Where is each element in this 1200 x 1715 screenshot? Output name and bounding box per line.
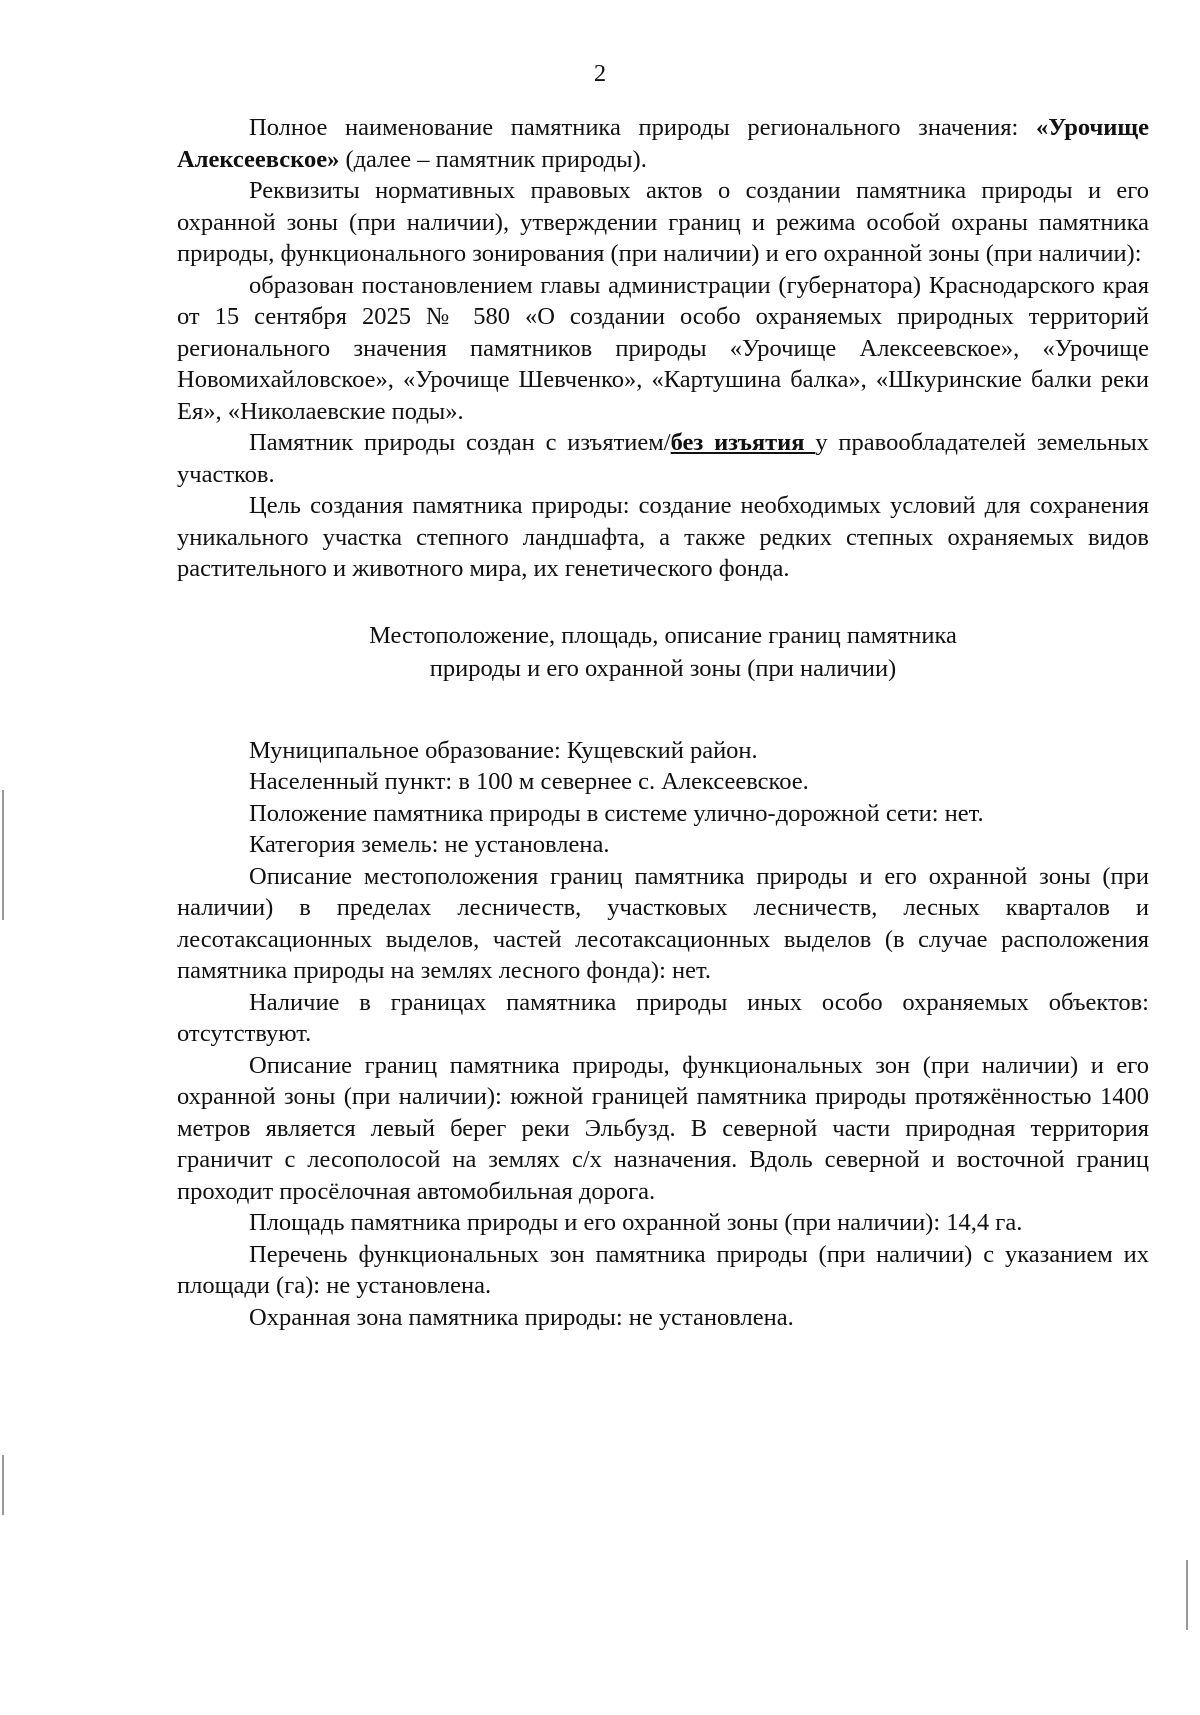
established-paragraph: образован постановлением главы администрации (губернатора) Краснодарского края от 15 сентября 2025 № 580 «О создании особо охраняемых природных территорий регионального значения памятников природы «Урочище Алексеевское», «Урочище Новомихайловское», «Урочище Шевченко», «Картушина балка», «Шкуринские балки реки Ея», «Николаевские поды». <box>177 271 1149 425</box>
boundaries-paragraph: Описание границ памятника природы, функциональных зон (при наличии) и его охранной зоны (при наличии): южной границей памятника природы протяжённостью 1400 метров является левый берег реки Эльбузд. В северной части природная территория граничит с лесополосой на землях с/х назначения. Вдоль северной и восточной границ проходит просёлочная автомобильная дорога. <box>177 1051 1149 1205</box>
forestry-paragraph: Описание местоположения границ памятника природы и его охранной зоны (при наличии) в пределах лесничеств, участковых лесничеств, лесных кварталов и лесотаксационных выделов, частей лесотаксационных выделов (в случае расположения памятника природы на землях лесного фонда): нет. <box>177 862 1149 984</box>
land-category-line: Категория земель: не установлена. <box>249 831 610 858</box>
section-heading <box>177 619 1149 685</box>
page-number: 2 <box>593 60 607 87</box>
withdrawal-before: Памятник природы создан с изъятием/ <box>249 429 671 456</box>
full-name-suffix: (далее – памятник природы). <box>339 145 647 173</box>
requisites-paragraph: Реквизиты нормативных правовых актов о создании памятника природы и его охранной зоны (при наличии), утверждении границ и режима особой охраны памятника природы, функционального зонирования (при наличии) и его охранной зоны (при наличии): <box>177 177 1149 267</box>
withdrawal-underlined: без изъятия <box>670 429 816 456</box>
section-heading-line-1: Местоположение, площадь, описание границ памятника <box>369 621 957 649</box>
withdrawal-paragraph <box>177 427 1149 490</box>
scan-edge-mark-right <box>1186 1560 1188 1630</box>
buffer-zone-line: Охранная зона памятника природы: не установлена. <box>249 1303 794 1331</box>
full-name-paragraph <box>177 112 1149 175</box>
municipality-line: Муниципальное образование: Кущевский район. <box>249 736 758 764</box>
area-line: Площадь памятника природы и его охранной зоны (при наличии): 14,4 га. <box>249 1209 1023 1236</box>
monument-name: «Урочище Алексеевское» <box>177 114 1149 173</box>
zones-paragraph: Перечень функциональных зон памятника природы (при наличии) с указанием их площади (га): не установлена. <box>177 1240 1149 1299</box>
section-heading-line-2: природы и его охранной зоны (при наличии) <box>429 654 897 682</box>
full-name-label: Полное наименование памятника природы регионального значения: <box>249 114 1037 141</box>
other-objects-paragraph: Наличие в границах памятника природы иных особо охраняемых объектов: отсутствуют. <box>177 988 1149 1047</box>
withdrawal-after: у правообладателей земельных участков. <box>177 429 1149 488</box>
document-body <box>177 112 1149 1333</box>
scan-edge-mark-left <box>2 790 4 920</box>
settlement-line: Населенный пункт: в 100 м севернее с. Алексеевское. <box>249 768 809 795</box>
purpose-paragraph: Цель создания памятника природы: создание необходимых условий для сохранения уникального участка степного ландшафта, а также редких степных охраняемых видов растительного и животного мира, их генетического фонда. <box>177 492 1149 582</box>
scan-edge-mark-left-lower <box>2 1455 4 1515</box>
road-network-line: Положение памятника природы в системе улично-дорожной сети: нет. <box>249 799 984 827</box>
